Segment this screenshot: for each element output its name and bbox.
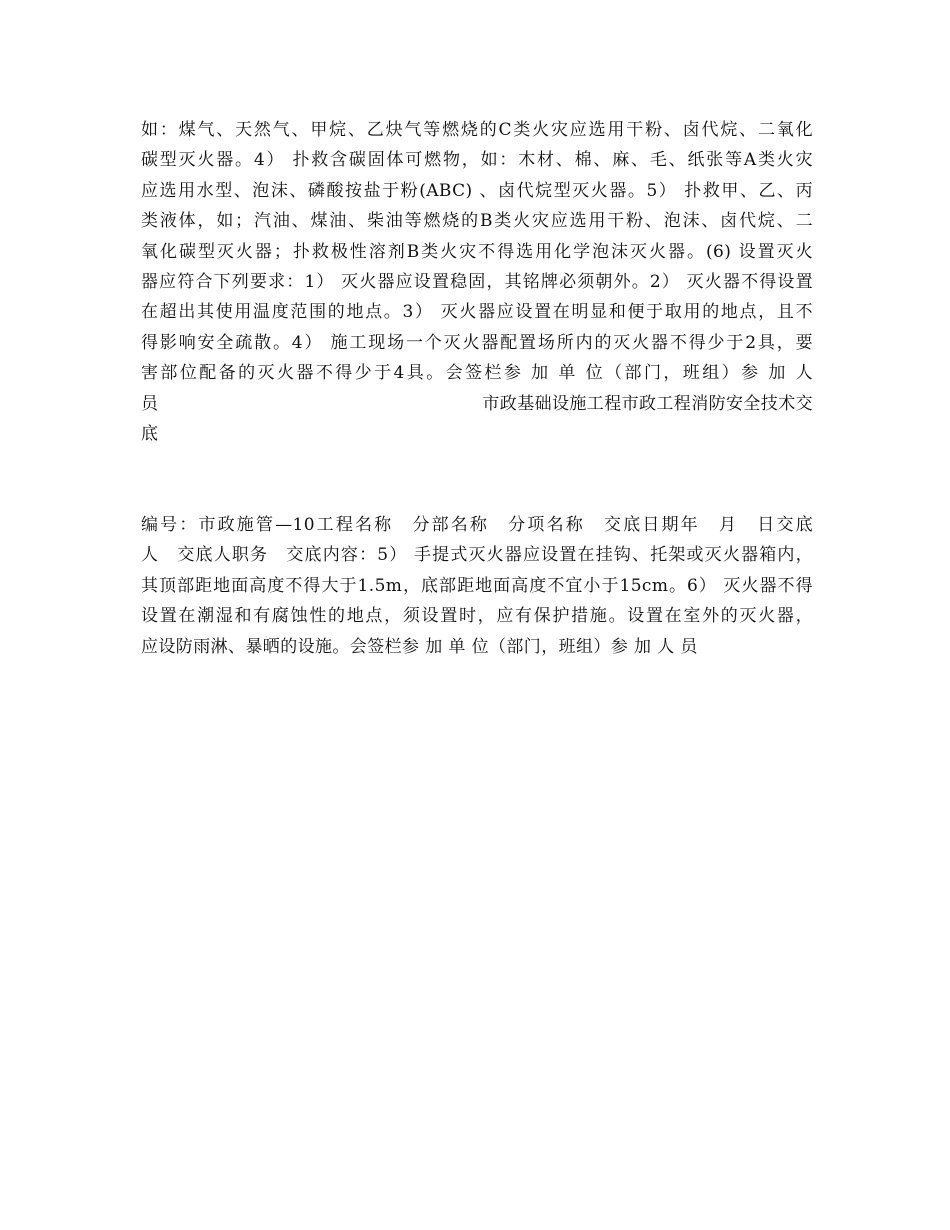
body-text-block <box>141 115 813 449</box>
text-line-split <box>141 389 813 419</box>
text-line: 害部位配备的灭火器不得少于4具。会签栏参 加 单 位（部门，班组）参 加 人 <box>141 363 813 384</box>
text-line: 设置在潮湿和有腐蚀性的地点，须设置时，应有保护措施。设置在室外的灭火器， <box>141 606 813 627</box>
text-line: 器应符合下列要求：1） 灭火器应设置稳固，其铭牌必须朝外。2） 灭火器不得设置 <box>141 271 813 292</box>
text-line: 氧化碳型灭火器；扑救极性溶剂B类火灾不得选用化学泡沫灭火器。(6) 设置灭火 <box>141 241 813 262</box>
text-line: 得影响安全疏散。4） 施工现场一个灭火器配置场所内的灭火器不得少于2具，要 <box>141 332 813 353</box>
body-text-block-2 <box>141 510 813 662</box>
text-line: 碳型灭火器。4） 扑救含碳固体可燃物，如：木材、棉、麻、毛、纸张等A类火灾 <box>141 150 813 171</box>
text-line: 其顶部距地面高度不得大于1.5m，底部距地面高度不宜小于15cm。6） 灭火器不得 <box>141 575 813 596</box>
text-line: 如：煤气、天然气、甲烷、乙炔气等燃烧的C类火灾应选用干粉、卤代烷、二氧化 <box>141 120 813 140</box>
section-title-fragment: 市政基础设施工程市政工程消防安全技术交 <box>482 393 813 414</box>
text-line: 在超出其使用温度范围的地点。3） 灭火器应设置在明显和便于取用的地点，且不 <box>141 302 813 323</box>
text-fragment-left: 员 <box>141 393 159 414</box>
text-line: 人 交底人职务 交底内容：5） 手提式灭火器应设置在挂钩、托架或灭火器箱内， <box>141 545 813 566</box>
text-line: 编号：市政施管—10工程名称 分部名称 分项名称 交底日期年 月 日交底 <box>141 515 813 535</box>
text-line-last: 应设防雨淋、暴晒的设施。会签栏参 加 单 位（部门，班组）参 加 人 员 <box>141 636 698 657</box>
text-line: 应选用水型、泡沫、磷酸按盐于粉(ABC) 、卤代烷型灭火器。5） 扑救甲、乙、丙 <box>141 180 813 201</box>
section-title-continuation: 底 <box>141 423 159 444</box>
text-line: 类液体，如；汽油、煤油、柴油等燃烧的B类火灾应选用干粉、泡沫、卤代烷、二 <box>141 211 813 232</box>
